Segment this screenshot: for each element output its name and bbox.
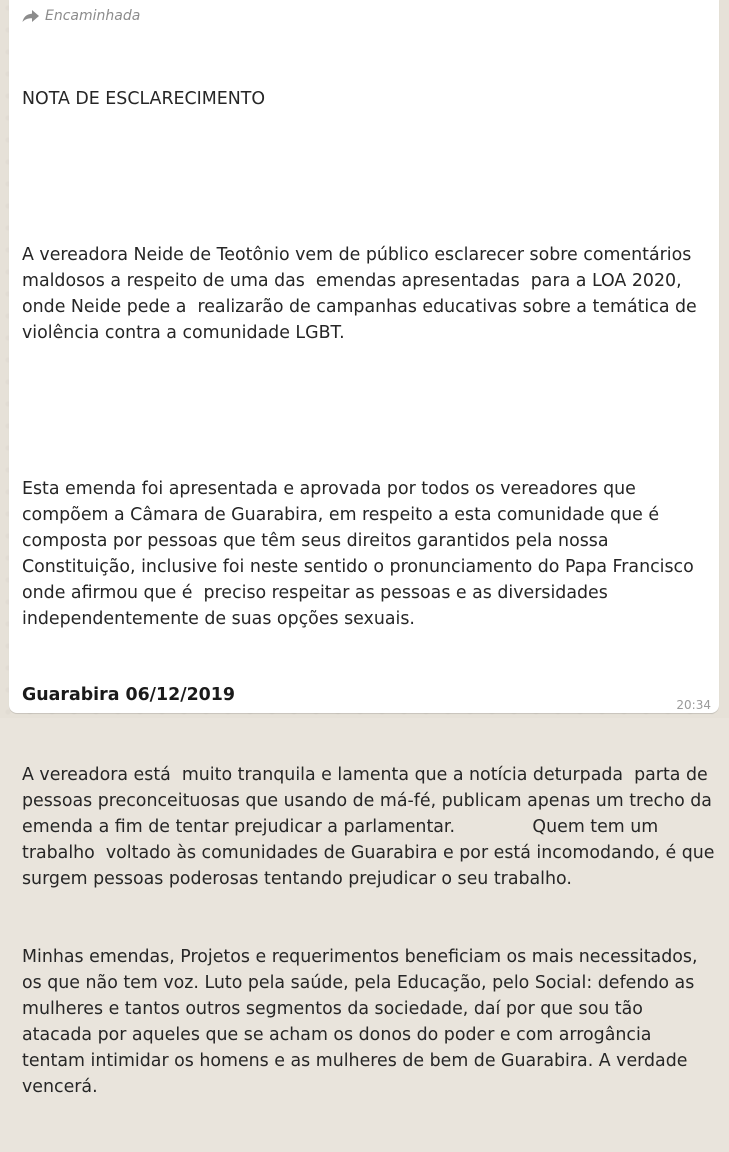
message-paragraph: A vereadora Neide de Teotônio vem de público esclarecer sobre comentários maldosos a respeito de uma das emendas apresentadas para a LOA 2020, onde Neide pede a realizarão de campanhas educativas sobre a temática de violência contra a comunidade LGBT.: [22, 245, 703, 343]
message-paragraph: A vereadora está muito tranquila e lamenta que a notícia deturpada parta de pessoas preconceituosas que usando de má-fé, publicam apenas um trecho da emenda a fim de tentar prejudicar a parlamentar. Quem tem um trabalho voltado às comunidades de Guarabira e por está incomodando, é que surgem pessoas poderosas tentando prejudicar o seu trabalho.: [22, 765, 720, 889]
message-paragraph: Esta emenda foi apresentada e aprovada por todos os vereadores que compõem a Câmara de Guarabira, em respeito a esta comunidade que é composta por pessoas que têm seus direitos garantidos pela nossa Constituição, inclusive foi neste sentido o pronunciamento do Papa Francisco onde afirmou que é preciso respeitar as pessoas e as diversidades independentemente de suas opções sexuais.: [22, 479, 700, 629]
message-bubble[interactable]: [9, 0, 720, 1097]
forward-arrow-icon: [22, 9, 40, 23]
forwarded-label: Encaminhada: [45, 8, 141, 24]
message-title: NOTA DE ESCLARECIMENTO: [22, 89, 266, 109]
message-timestamp: 20:34: [676, 698, 711, 712]
message-paragraph: Minhas emendas, Projetos e requerimentos beneficiam os mais necessitados, os que não tem voz. Luto pela saúde, pela Educação, pelo Social: defendo as mulheres e tantos outros segmentos da sociedade, daí por que sou tão atacada por aqueles que se acham os donos do poder e com arrogância tentam intimidar os homens e as mulheres de bem de Guarabira. A verdade vencerá.: [22, 947, 703, 1097]
message-text: [22, 34, 720, 1152]
forwarded-indicator: [22, 6, 140, 26]
message-signature: Guarabira 06/12/2019: [22, 685, 235, 705]
